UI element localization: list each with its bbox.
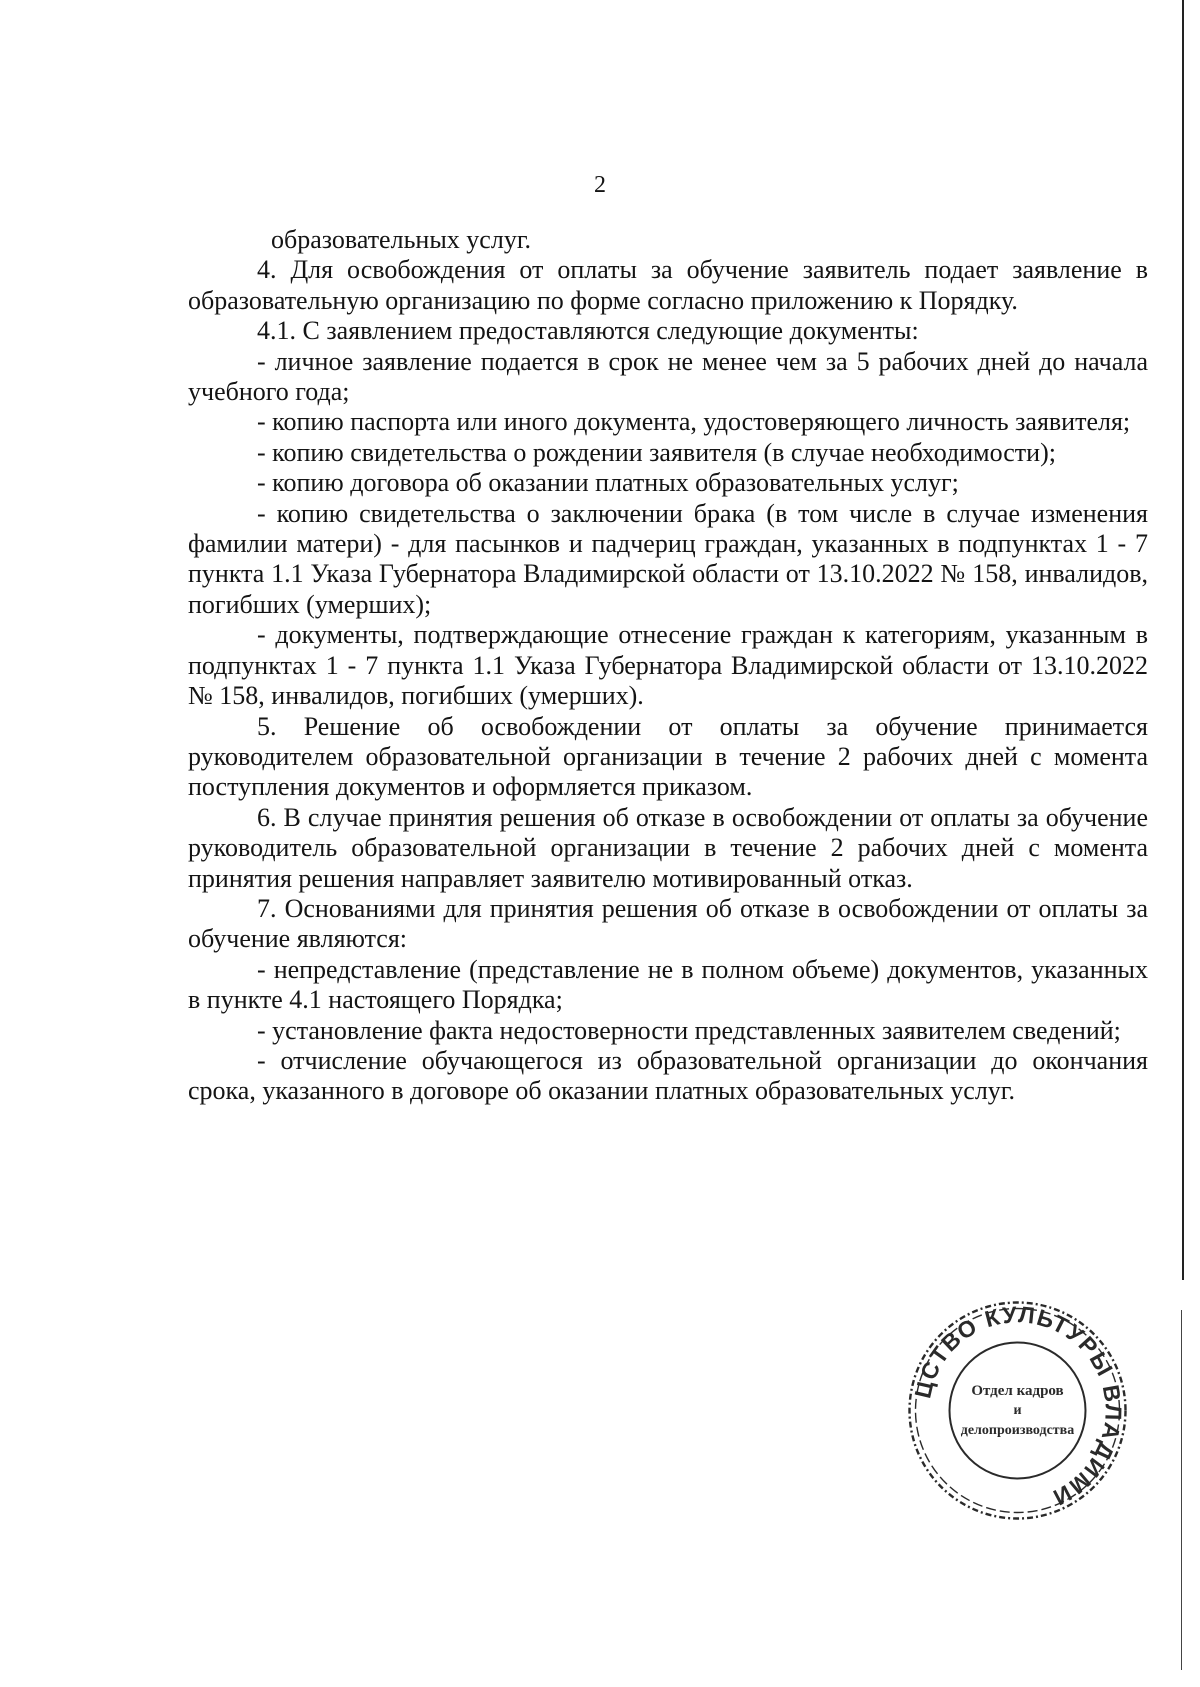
- list-item-category-documents: - документы, подтверждающие отнесение граждан к категориям, указанным в подпунктах 1 - 7 пункта 1.1 Указа Губернатора Владимирской области от 13.10.2022 № 158, инвалидов, погибших (умерших).: [188, 620, 1148, 711]
- list-item-birth-certificate: - копию свидетельства о рождении заявителя (в случае необходимости);: [257, 437, 1056, 467]
- list-item-passport: - копию паспорта или иного документа, удостоверяющего личность заявителя;: [257, 407, 1131, 437]
- paragraph-item-6: 6. В случае принятия решения об отказе в освобождении от оплаты за обучение руководитель образовательной организации в течение 2 рабочих дней с момента принятия решения направляет заявителю мотивированный отказ.: [188, 802, 1148, 893]
- list-item-marriage-certificate: - копию свидетельства о заключении брака (в том числе в случае изменения фамилии матери) - для пасынков и падчериц граждан, указанных в подпунктах 1 - 7 пункта 1.1 Указа Губернатора Владимирской области от 13.10.2022 № 158, инвалидов, погибших (умерших);: [188, 498, 1148, 619]
- scan-edge-line-lower: [1181, 1310, 1182, 1670]
- official-stamp: [905, 1298, 1130, 1523]
- paragraph-item-4-1: 4.1. С заявлением предоставляются следующие документы:: [257, 316, 919, 346]
- stamp-outer-text: ЦСТВО КУЛЬТУРЫ ВЛАДИМИ: [909, 1301, 1127, 1512]
- stamp-inner-line-1: Отдел кадров: [971, 1383, 1064, 1399]
- paragraph-item-5: 5. Решение об освобождении от оплаты за обучение принимается руководителем образовательной организации в течение 2 рабочих дней с момента поступления документов и оформляется приказом.: [188, 711, 1148, 802]
- page-number: 2: [594, 172, 606, 198]
- list-item-expulsion: - отчисление обучающегося из образовательной организации до окончания срока, указанного в договоре об оказании платных образовательных услуг.: [188, 1045, 1148, 1106]
- list-item-false-information: - установление факта недостоверности представленных заявителем сведений;: [257, 1015, 1121, 1045]
- paragraph-item-7: 7. Основаниями для принятия решения об отказе в освобождении от оплаты за обучение являются:: [188, 893, 1148, 954]
- list-item-contract: - копию договора об оказании платных образовательных услуг;: [257, 468, 959, 498]
- paragraph-continuation: образовательных услуг.: [271, 225, 532, 254]
- list-item-incomplete-documents: - непредставление (представление не в полном объеме) документов, указанных в пункте 4.1 настоящего Порядка;: [188, 954, 1148, 1015]
- document-body: [188, 225, 1148, 1107]
- stamp-inner-line-2: и: [1013, 1403, 1022, 1418]
- paragraph-item-4: 4. Для освобождения от оплаты за обучение заявитель подает заявление в образовательную организацию по форме согласно приложению к Порядку.: [188, 255, 1148, 315]
- stamp-inner-line-3: делопроизводства: [960, 1423, 1075, 1438]
- list-item-application: - личное заявление подается в срок не менее чем за 5 рабочих дней до начала учебного года;: [188, 346, 1148, 407]
